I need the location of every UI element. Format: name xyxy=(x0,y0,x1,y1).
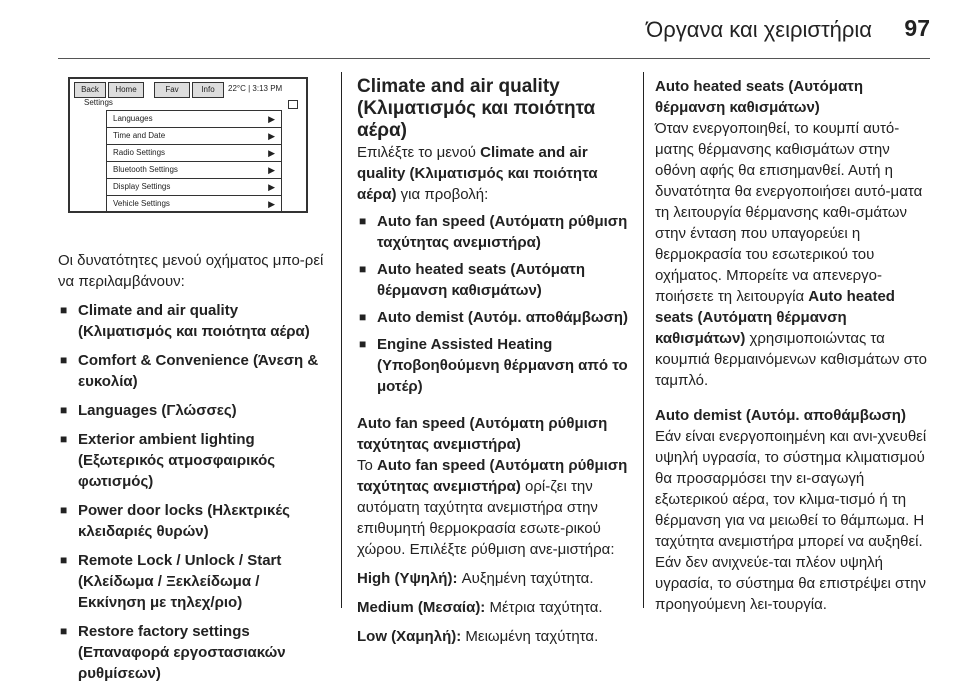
home-icon xyxy=(288,100,298,109)
fav-tab: Fav xyxy=(154,82,190,98)
list-item: ■ Auto heated seats (Αυτόματη θέρμανση καθισμάτων) xyxy=(357,259,629,301)
column-divider-2 xyxy=(643,72,644,608)
sub-heading: Auto fan speed (Αυτόματη ρύθμιση ταχύτητας ανεμιστήρα) xyxy=(357,415,608,453)
list-item: ■ Exterior ambient lighting (Εξωτερικός ατμοσφαιρικός φωτισμός) xyxy=(58,429,328,492)
menu-item-display: Display Settings ▶ xyxy=(107,179,281,196)
chevron-right-icon: ▶ xyxy=(268,131,275,141)
auto-demist-paragraph: Εάν είναι ενεργοποιημένη και ανι-χνευθεί υψηλή υγρασία, το σύστημα κλιματισμού θα προσαρμόσει την ει-σαγωγή εξωτερικού αέρα, τον κλιμα-τισμό ή τη θέρμανση για να μειωθεί το θάμπωμα. Η ταχύτητα ανεμιστήρα μπορεί να αυξηθεί. Εάν δεν ανιχνεύε-ται πλέον υψηλή υγρασία, το σύστημα θα επιστρέψει στην προηγούμενη λει-τουργία. xyxy=(655,428,927,613)
info-tab: Info xyxy=(192,82,224,98)
climate-options-list xyxy=(357,211,629,397)
chevron-right-icon: ▶ xyxy=(268,148,275,158)
column-3 xyxy=(655,76,930,615)
list-item: ■ Comfort & Convenience (Άνεση & ευκολία) xyxy=(58,350,328,392)
fan-speed-paragraph: Το Auto fan speed (Αυτόματη ρύθμιση ταχύτητας ανεμιστήρα) ορί-ζει την αυτόματη ταχύτητα ανεμιστήρα στην επιθυμητή θερμοκρασία εσωτε-ρικού χώρου. Επιλέξτε ρύθμιση ανε-μιστήρα: xyxy=(357,457,628,558)
settings-screen-illustration xyxy=(68,77,308,213)
chevron-right-icon: ▶ xyxy=(268,182,275,192)
heated-seats-paragraph: Όταν ενεργοποιηθεί, το κουμπί αυτό-ματης θέρμανσης καθισμάτων στην οθόνη αφής θα επισημανθεί. Αυτή η δυνατότητα θα ενεργοποιήσει αυτό-ματα τη λειτουργία θέρμανσης καθι-σμάτων στην ένταση που υπαγορεύει η θερμοκρασία του εσωτερικού του οχήματος. Μπορείτε να απενεργο-ποιήσετε τη λειτουργία Auto heated seats (Αυτόματη θέρμανση καθισμάτων) χρησιμοποιώντας τα κουμπιά θερμαινόμενων καθισμάτων στο ταμπλό. xyxy=(655,120,927,389)
list-item: ■ Auto fan speed (Αυτόματη ρύθμιση ταχύτητας ανεμιστήρα) xyxy=(357,211,629,253)
column-2 xyxy=(357,76,629,647)
menu-item-vehicle: Vehicle Settings ▶ xyxy=(107,196,281,212)
column-divider-1 xyxy=(341,72,342,608)
list-item: ■ Engine Assisted Heating (Υποβοηθούμενη θέρμανση από το μοτέρ) xyxy=(357,334,629,397)
chevron-right-icon: ▶ xyxy=(268,165,275,175)
status-readout: 22°C | 3:13 PM xyxy=(228,84,283,93)
auto-demist-heading: Auto demist (Αυτόμ. αποθάμβωση) xyxy=(655,407,906,424)
intro-text: Οι δυνατότητες μενού οχήματος μπο-ρεί να περιλαμβάνουν: xyxy=(58,252,324,290)
back-tab: Back xyxy=(74,82,106,98)
list-item: ■ Languages (Γλώσσες) xyxy=(58,400,328,421)
page-number: 97 xyxy=(904,15,930,41)
intro-paragraph: Επιλέξτε το μενού Climate and air quality (Κλιματισμός και ποιότητα αέρα) για προβολή: xyxy=(357,144,598,203)
option-high: High (Υψηλή): Αυξημένη ταχύτητα. xyxy=(357,570,594,587)
option-low: Low (Χαμηλή): Μειωμένη ταχύτητα. xyxy=(357,628,599,645)
menu-item-time-date: Time and Date ▶ xyxy=(107,128,281,145)
menu-item-bluetooth: Bluetooth Settings ▶ xyxy=(107,162,281,179)
heated-seats-heading: Auto heated seats (Αυτόματη θέρμανση καθισμάτων) xyxy=(655,78,864,116)
option-medium: Medium (Μεσαία): Μέτρια ταχύτητα. xyxy=(357,599,603,616)
settings-menu xyxy=(106,110,282,213)
home-tab: Home xyxy=(108,82,144,98)
chevron-right-icon: ▶ xyxy=(268,114,275,124)
list-item: ■ Remote Lock / Unlock / Start (Κλείδωμα / Ξεκλείδωμα / Εκκίνηση με τηλεχ/ριο) xyxy=(58,550,328,613)
chevron-right-icon: ▶ xyxy=(268,199,275,209)
list-item: ■ Climate and air quality (Κλιματισμός και ποιότητα αέρα) xyxy=(58,300,328,342)
list-item: ■ Auto demist (Αυτόμ. αποθάμβωση) xyxy=(357,307,629,328)
menu-item-languages: Languages ▶ xyxy=(107,111,281,128)
section-heading: Climate and air quality (Κλιματισμός και ποιότητα αέρα) xyxy=(357,76,596,141)
list-item: ■ Power door locks (Ηλεκτρικές κλειδαριές θυρών) xyxy=(58,500,328,542)
header-rule xyxy=(58,58,930,59)
column-1 xyxy=(58,250,328,684)
settings-title: Settings xyxy=(84,98,113,107)
chapter-title: Όργανα και χειριστήρια xyxy=(646,17,872,42)
list-item: ■ Restore factory settings (Επαναφορά εργοστασιακών ρυθμίσεων) xyxy=(58,621,328,684)
menu-item-radio: Radio Settings ▶ xyxy=(107,145,281,162)
vehicle-menu-list xyxy=(58,300,328,684)
